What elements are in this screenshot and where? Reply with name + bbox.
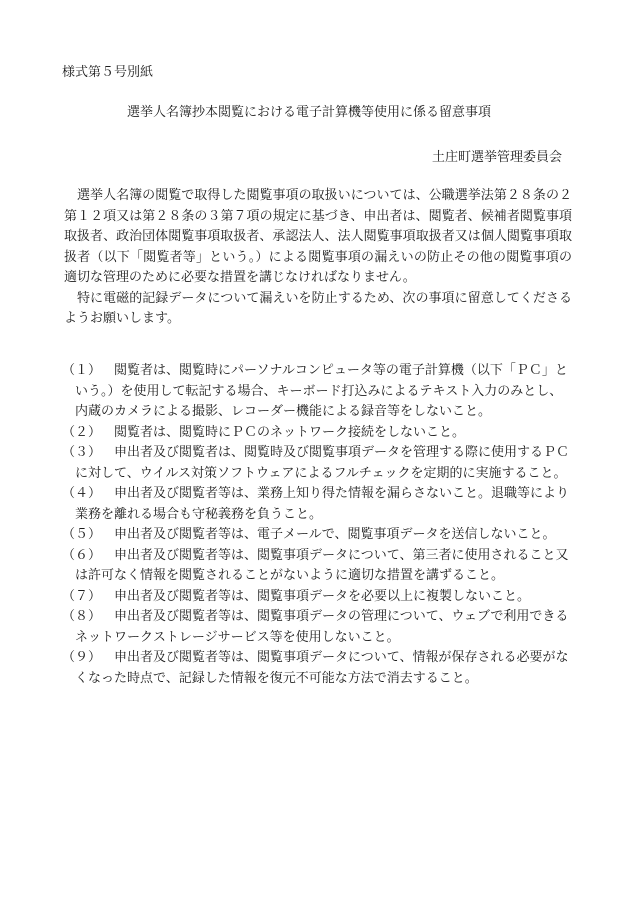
intro-paragraph-2: 特に電磁的記録データについて漏えいを防止するため、次の事項に留意してくださるようお願いします。 — [64, 290, 572, 326]
committee-name: 土庄町選挙管理委員会 — [431, 150, 562, 165]
item-text: 閲覧者は、閲覧時にパーソナルコンピュータ等の電子計算機（以下「ＰＣ」という。）を使用して転記する場合、キーボード打込みによるテキスト入力のみとし、内蔵のカメラによる撮影、レコーダー機能による録音等をしないこと。 — [75, 363, 568, 419]
item-text: 申出者及び閲覧者等は、閲覧事項データについて、第三者に使用されること又は許可なく情報を閲覧されることがないように適切な措置を講ずること。 — [75, 547, 569, 583]
list-item — [62, 361, 572, 423]
list-item — [62, 525, 572, 546]
list-item — [62, 484, 572, 525]
document-title: 選挙人名簿抄本閲覧における電子計算機等使用に係る留意事項 — [127, 105, 492, 120]
list-item — [62, 443, 572, 484]
item-text: 申出者及び閲覧者等は、業務上知り得た情報を漏らさないこと。退職等により業務を離れる場合も守秘義務を負うこと。 — [75, 486, 570, 522]
item-text: 申出者及び閲覧者等は、閲覧事項データについて、情報が保存される必要がなくなった時点で、記録した情報を復元不可能な方法で消去すること。 — [75, 650, 569, 686]
caution-items-list — [62, 361, 572, 689]
item-text: 申出者及び閲覧者等は、電子メールで、閲覧事項データを送信しないこと。 — [114, 527, 556, 542]
item-number: （２） — [62, 424, 102, 440]
item-text: 閲覧者は、閲覧時にＰＣのネットワーク接続をしないこと。 — [114, 424, 466, 440]
intro-paragraph-1: 選挙人名簿の閲覧で取得した閲覧事項の取扱いについては、公職選挙法第２８条の２第１２項又は第２８条の３第７項の規定に基づき、申出者は、閲覧者、候補者閲覧事項取扱者、政治団体閲覧事項取扱者、承認法人、法人閲覧事項取扱者又は個人閲覧事項取扱者（以下「閲覧者等」という。）による閲覧事項の漏えいの防止その他の閲覧事項の適切な管理のために必要な措置を講じなければなりません。 — [64, 188, 572, 285]
item-text: 申出者及び閲覧者等は、閲覧事項データを必要以上に複製しないこと。 — [114, 588, 531, 604]
item-number: （７） — [62, 588, 102, 604]
item-number: （５） — [62, 527, 102, 542]
list-item — [62, 546, 572, 587]
item-number: （９） — [62, 650, 102, 665]
item-number: （６） — [62, 547, 102, 563]
item-number: （１） — [62, 363, 102, 378]
item-number: （８） — [62, 609, 102, 624]
item-number: （３） — [62, 445, 102, 460]
item-text: 申出者及び閲覧者は、閲覧時及び閲覧事項データを管理する際に使用するＰＣに対して、ウイルス対策ソフトウェアによるフルチェックを定期的に実施すること。 — [75, 445, 570, 481]
form-label: 様式第５号別紙 — [62, 65, 154, 80]
list-item — [62, 423, 572, 444]
item-number: （４） — [62, 486, 102, 501]
intro-section — [64, 186, 572, 330]
item-text: 申出者及び閲覧者等は、閲覧事項データの管理について、ウェブで利用できるネットワークストレージサービス等を使用しないこと。 — [75, 609, 569, 645]
list-item — [62, 648, 572, 689]
list-item — [62, 587, 572, 608]
list-item — [62, 607, 572, 648]
